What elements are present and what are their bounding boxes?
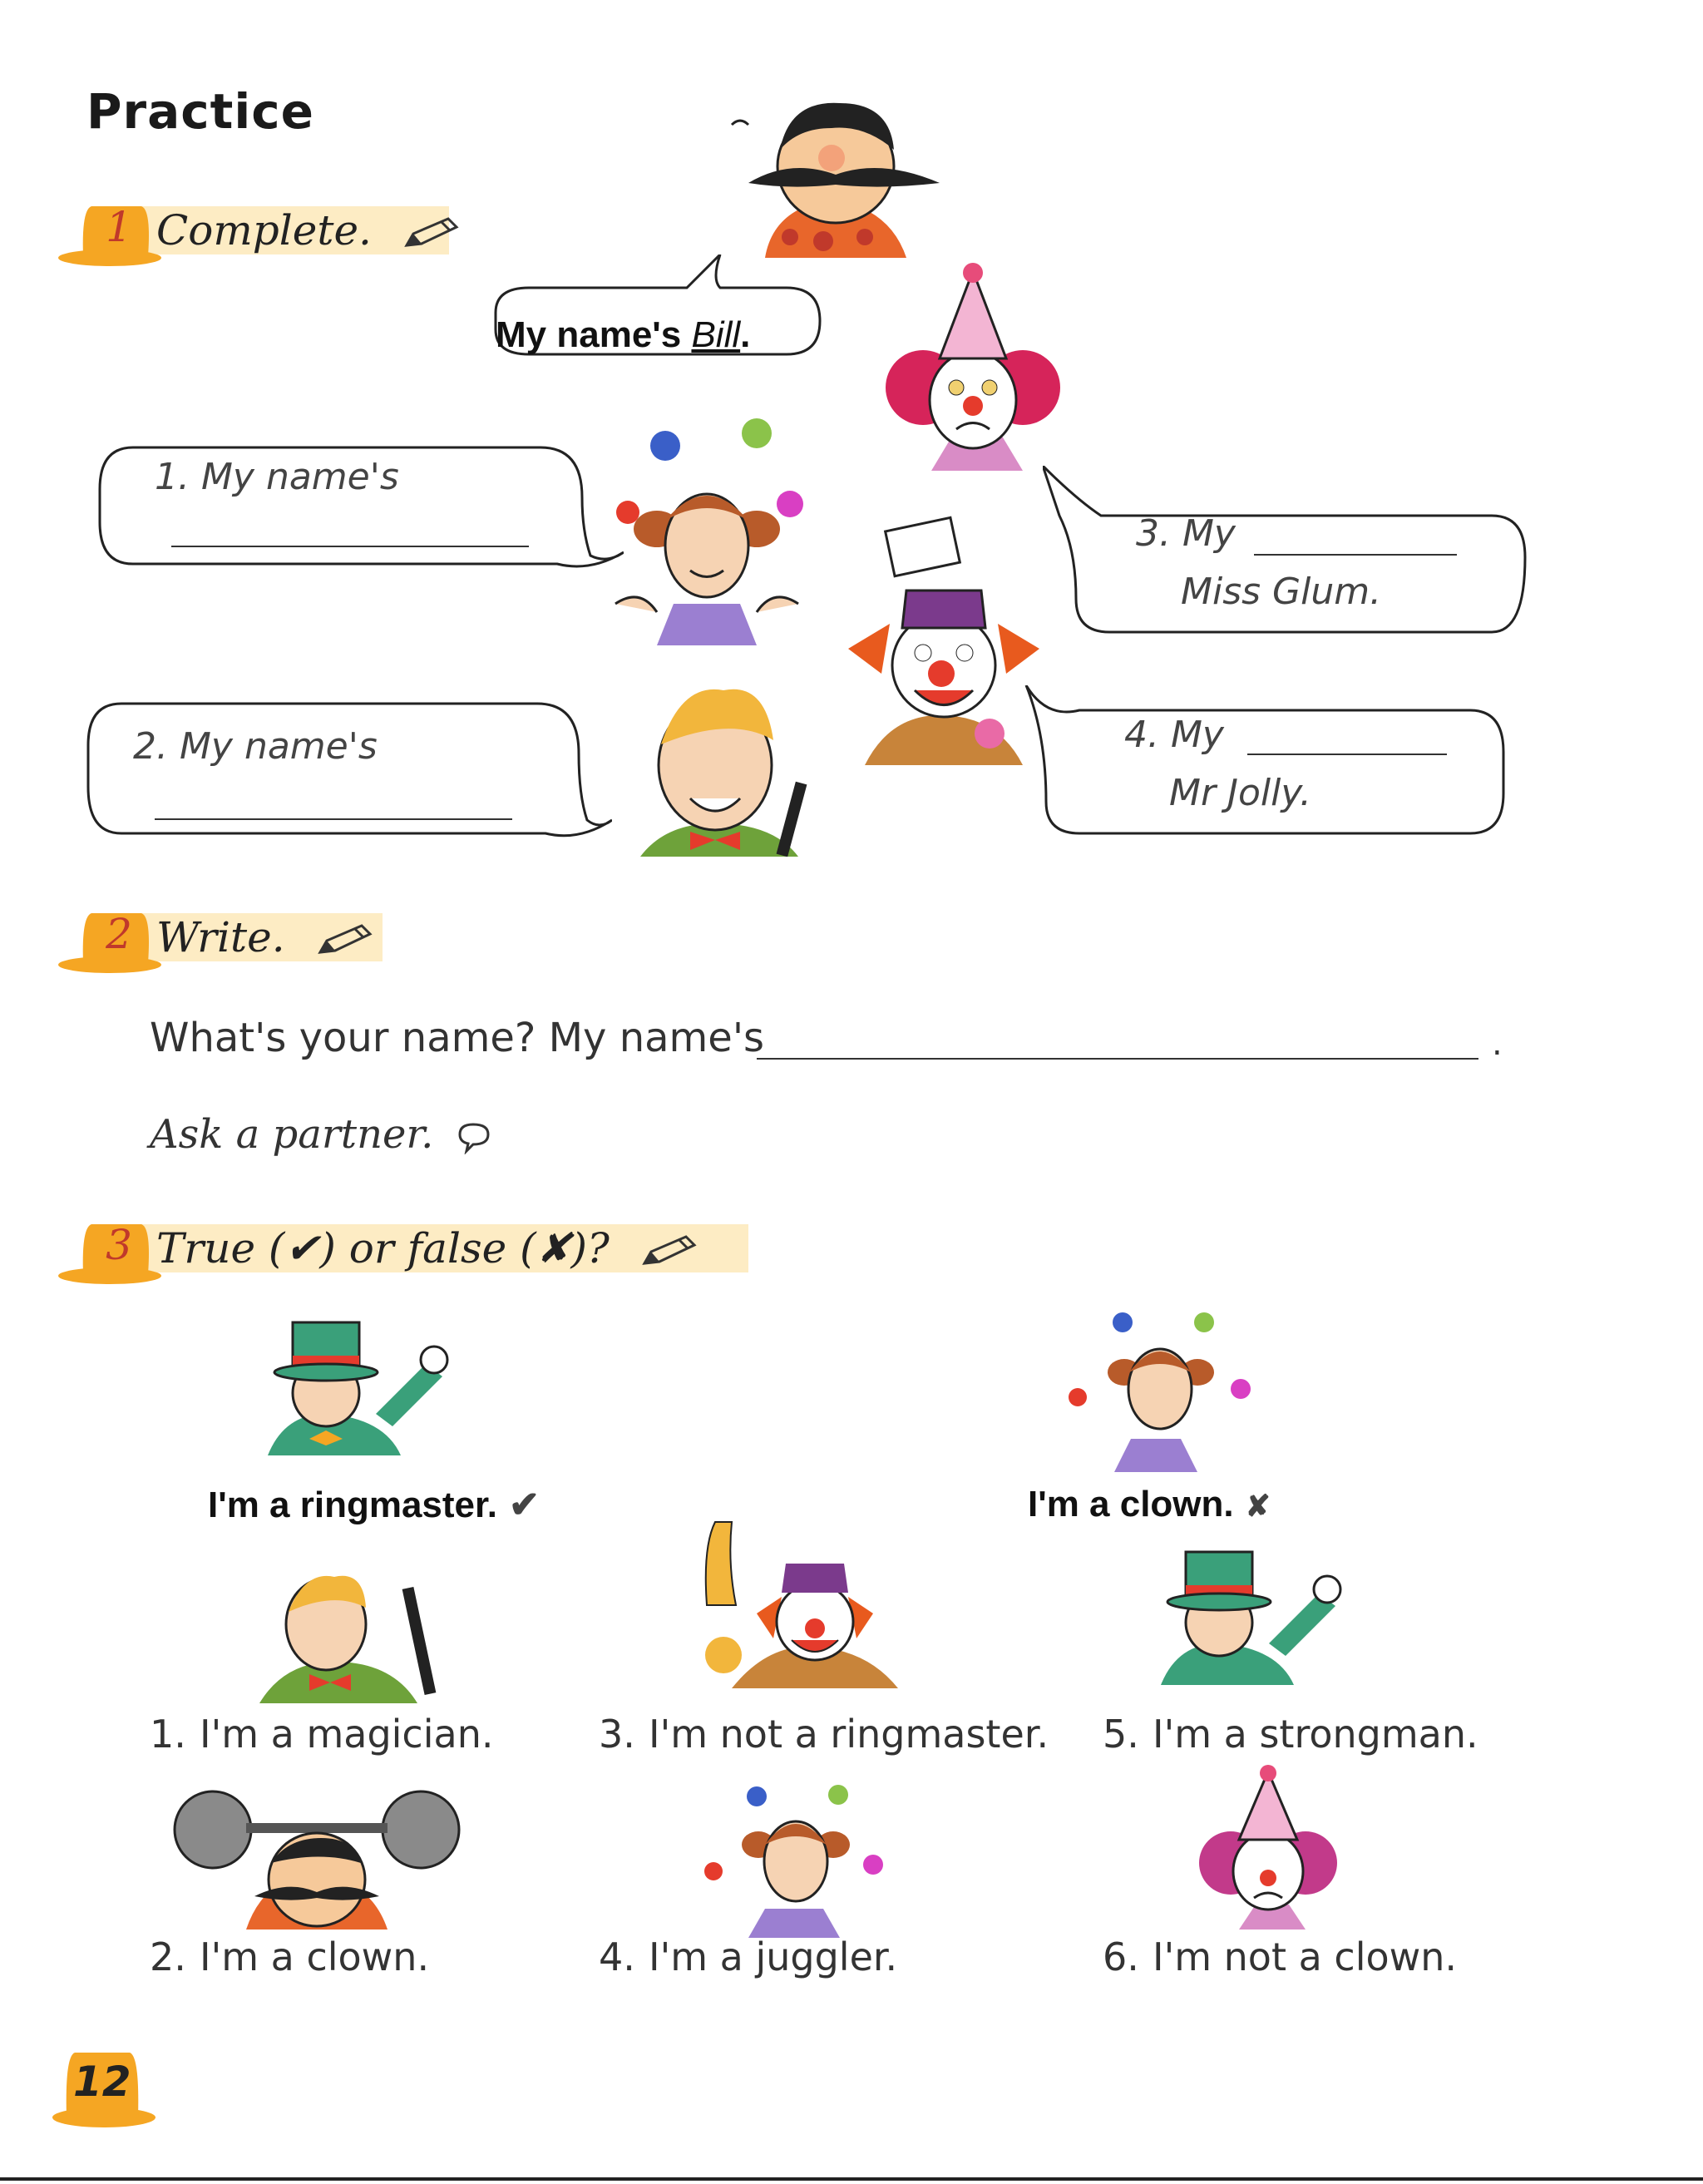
page-title: Practice	[86, 83, 314, 140]
example-sentence: My name's Bill.	[496, 314, 751, 355]
bottom-rule	[0, 2177, 1703, 2181]
example-clown: I'm a clown. ✘	[1028, 1484, 1271, 1524]
bubble-2-text: 2. My name's	[133, 725, 378, 768]
clown-trumpet-figure	[682, 1514, 915, 1688]
section-label: True (✔) or false (✘)?	[156, 1224, 698, 1272]
pencil-icon	[639, 1235, 698, 1268]
speech-bubble-4	[1021, 685, 1512, 838]
ringmaster-figure	[218, 1314, 451, 1455]
page-number: 12	[50, 2048, 158, 2131]
speech-bubble-3	[1043, 466, 1533, 640]
speech-icon	[455, 1121, 493, 1154]
bubble-1-text: 1. My name's	[155, 456, 399, 498]
item-2: 2. I'm a clown.	[150, 1934, 430, 1979]
bubble-1-answer-line[interactable]	[171, 546, 529, 547]
item-5: 5. I'm a strongman.	[1103, 1712, 1478, 1757]
bubble-3-text: 3. My	[1136, 512, 1236, 555]
magician-figure	[632, 674, 815, 857]
example-ringmaster: I'm a ringmaster. ✔	[208, 1485, 540, 1525]
bubble-3-name: Miss Glum.	[1181, 571, 1382, 613]
item-4: 4. I'm a juggler.	[599, 1934, 898, 1979]
pencil-icon	[315, 924, 373, 957]
magician-figure-small	[226, 1562, 459, 1703]
ask-partner-instruction: Ask a partner.	[150, 1111, 493, 1158]
section-label: Write.	[156, 913, 373, 961]
juggler-figure-small	[1056, 1297, 1256, 1472]
strongman-figure	[715, 91, 956, 258]
sad-clown-figure	[873, 263, 1064, 471]
juggler-figure-small-2	[690, 1771, 898, 1938]
sad-clown-figure-small	[1181, 1763, 1364, 1930]
section-3-header	[58, 1219, 707, 1279]
write-question: What's your name? My name's	[150, 1015, 765, 1061]
section-number: 2	[106, 910, 132, 958]
item-1: 1. I'm a magician.	[150, 1712, 494, 1757]
section-label: Complete.	[156, 206, 460, 254]
strongman-barbell-figure	[171, 1771, 471, 1930]
write-end-dot: .	[1492, 1025, 1503, 1063]
happy-clown-figure	[840, 516, 1048, 765]
item-3: 3. I'm not a ringmaster.	[599, 1712, 1049, 1757]
pencil-icon	[402, 217, 460, 250]
bubble-2-answer-line[interactable]	[155, 818, 512, 820]
section-2-header	[58, 908, 407, 968]
bubble-4-text: 4. My	[1124, 714, 1224, 756]
section-number: 1	[106, 203, 132, 251]
ringmaster-figure-small	[1111, 1544, 1344, 1685]
bubble-4-name: Mr Jolly.	[1169, 772, 1311, 814]
item-6: 6. I'm not a clown.	[1103, 1934, 1458, 1979]
section-number: 3	[106, 1221, 132, 1269]
juggler-figure	[599, 413, 815, 645]
bubble-4-answer-line[interactable]	[1247, 754, 1447, 755]
section-1-header	[58, 201, 457, 261]
bubble-3-answer-line[interactable]	[1254, 554, 1457, 556]
write-answer-line[interactable]	[757, 1058, 1478, 1060]
